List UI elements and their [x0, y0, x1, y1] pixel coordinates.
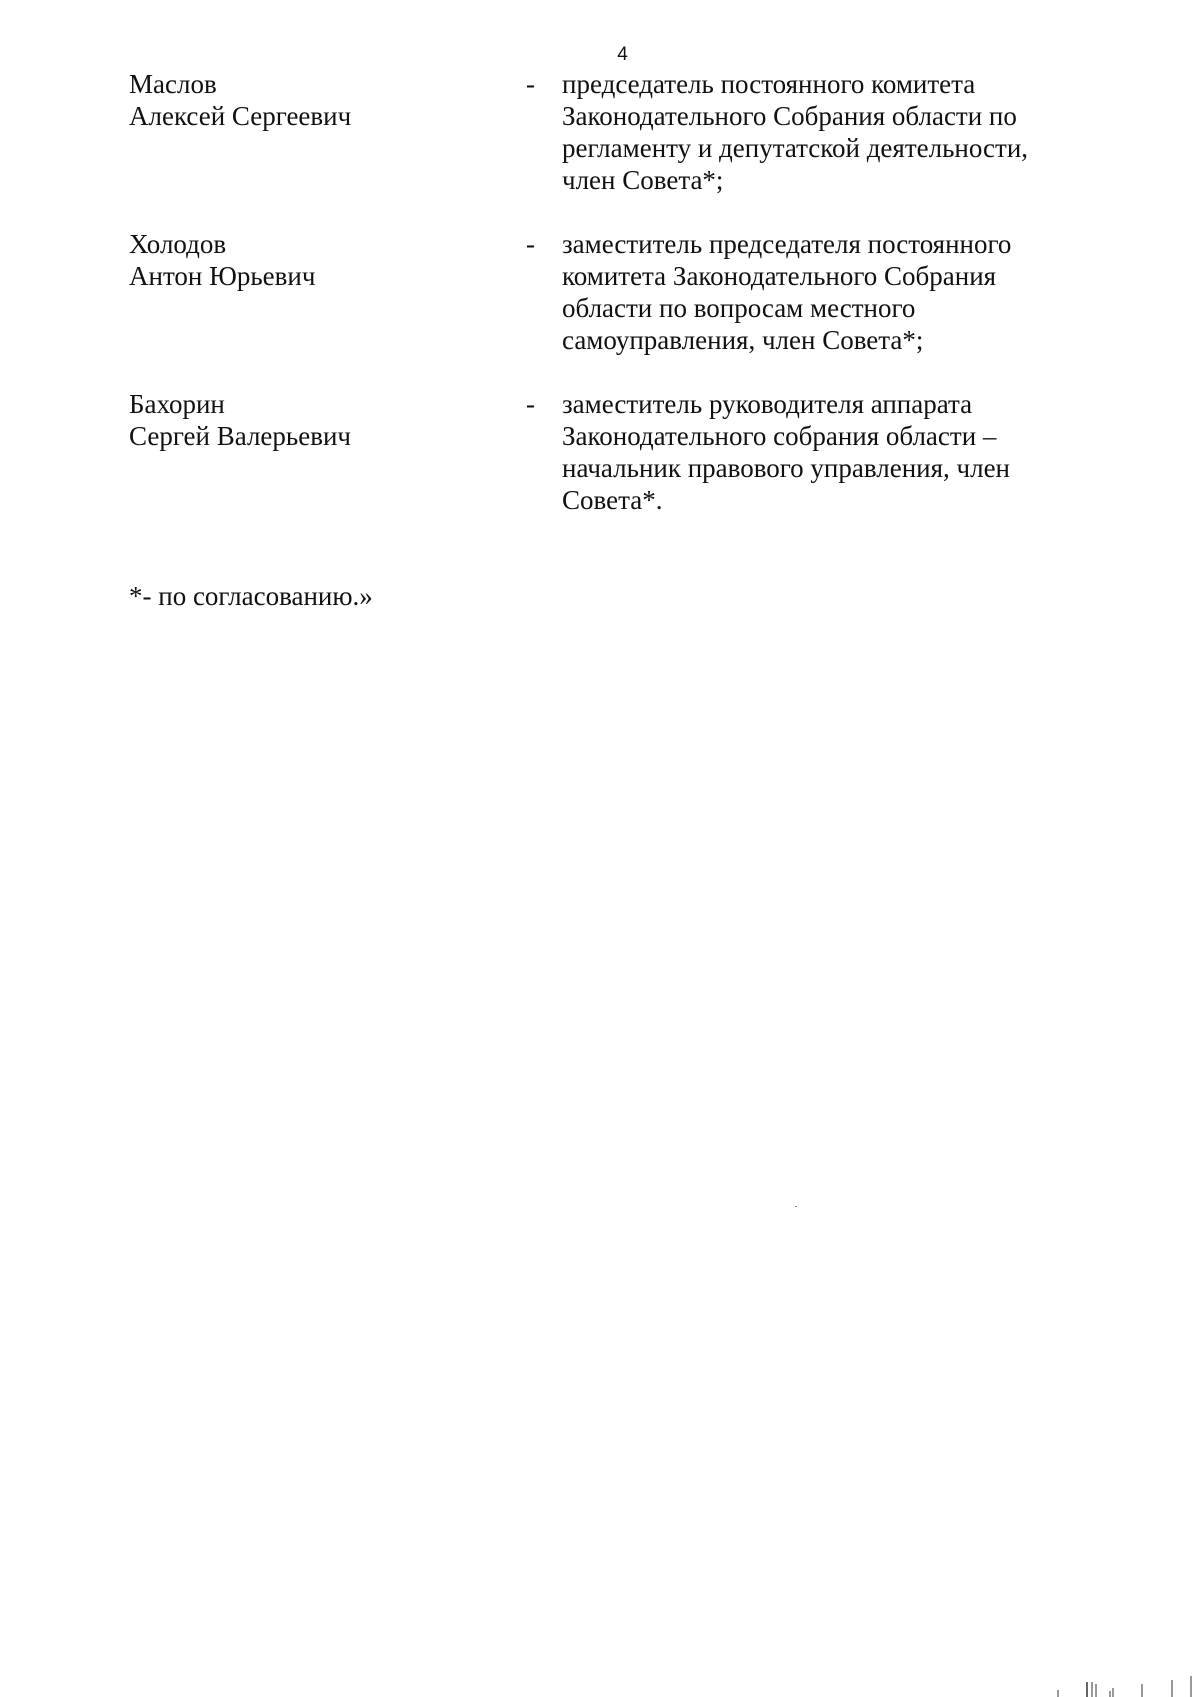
member-role-line: области по вопросам местного [562, 293, 916, 323]
member-dash: - [526, 229, 535, 259]
member-entry [129, 228, 1089, 356]
scan-edge-marks [1050, 1676, 1200, 1697]
member-name [129, 228, 509, 292]
member-role-line: регламенту и депутатской деятельности, [562, 133, 1029, 163]
member-role-line: самоуправления, член Совета*; [562, 325, 924, 355]
member-given-names: Алексей Сергеевич [129, 101, 352, 131]
member-dash: - [526, 389, 535, 419]
member-role [562, 388, 1082, 516]
member-surname: Бахорин [129, 389, 225, 419]
page-number: 4 [617, 44, 628, 65]
member-name [129, 388, 509, 452]
member-role-line: комитета Законодательного Собрания [562, 261, 997, 291]
member-role-line: председатель постоянного комитета [562, 69, 976, 99]
member-role-line: заместитель председателя постоянного [562, 229, 1012, 259]
member-role [562, 228, 1082, 356]
member-surname: Маслов [129, 69, 217, 99]
member-role [562, 68, 1082, 196]
member-entry [129, 388, 1089, 516]
member-name [129, 68, 509, 132]
member-given-names: Антон Юрьевич [129, 261, 316, 291]
scan-speck [795, 1206, 797, 1207]
member-surname: Холодов [129, 229, 227, 259]
member-role-line: Совета*. [562, 485, 663, 515]
member-role-line: заместитель руководителя аппарата [562, 389, 973, 419]
member-role-line: член Совета*; [562, 165, 724, 195]
member-entry [129, 68, 1089, 196]
member-dash: - [526, 69, 535, 99]
footnote: *- по согласованию.» [129, 581, 373, 611]
member-role-line: Законодательного Собрания области по [562, 101, 1017, 131]
members-list [129, 68, 1089, 548]
member-role-line: начальник правового управления, член [562, 453, 1011, 483]
member-role-line: Законодательного собрания области – [562, 421, 997, 451]
member-given-names: Сергей Валерьевич [129, 421, 351, 451]
